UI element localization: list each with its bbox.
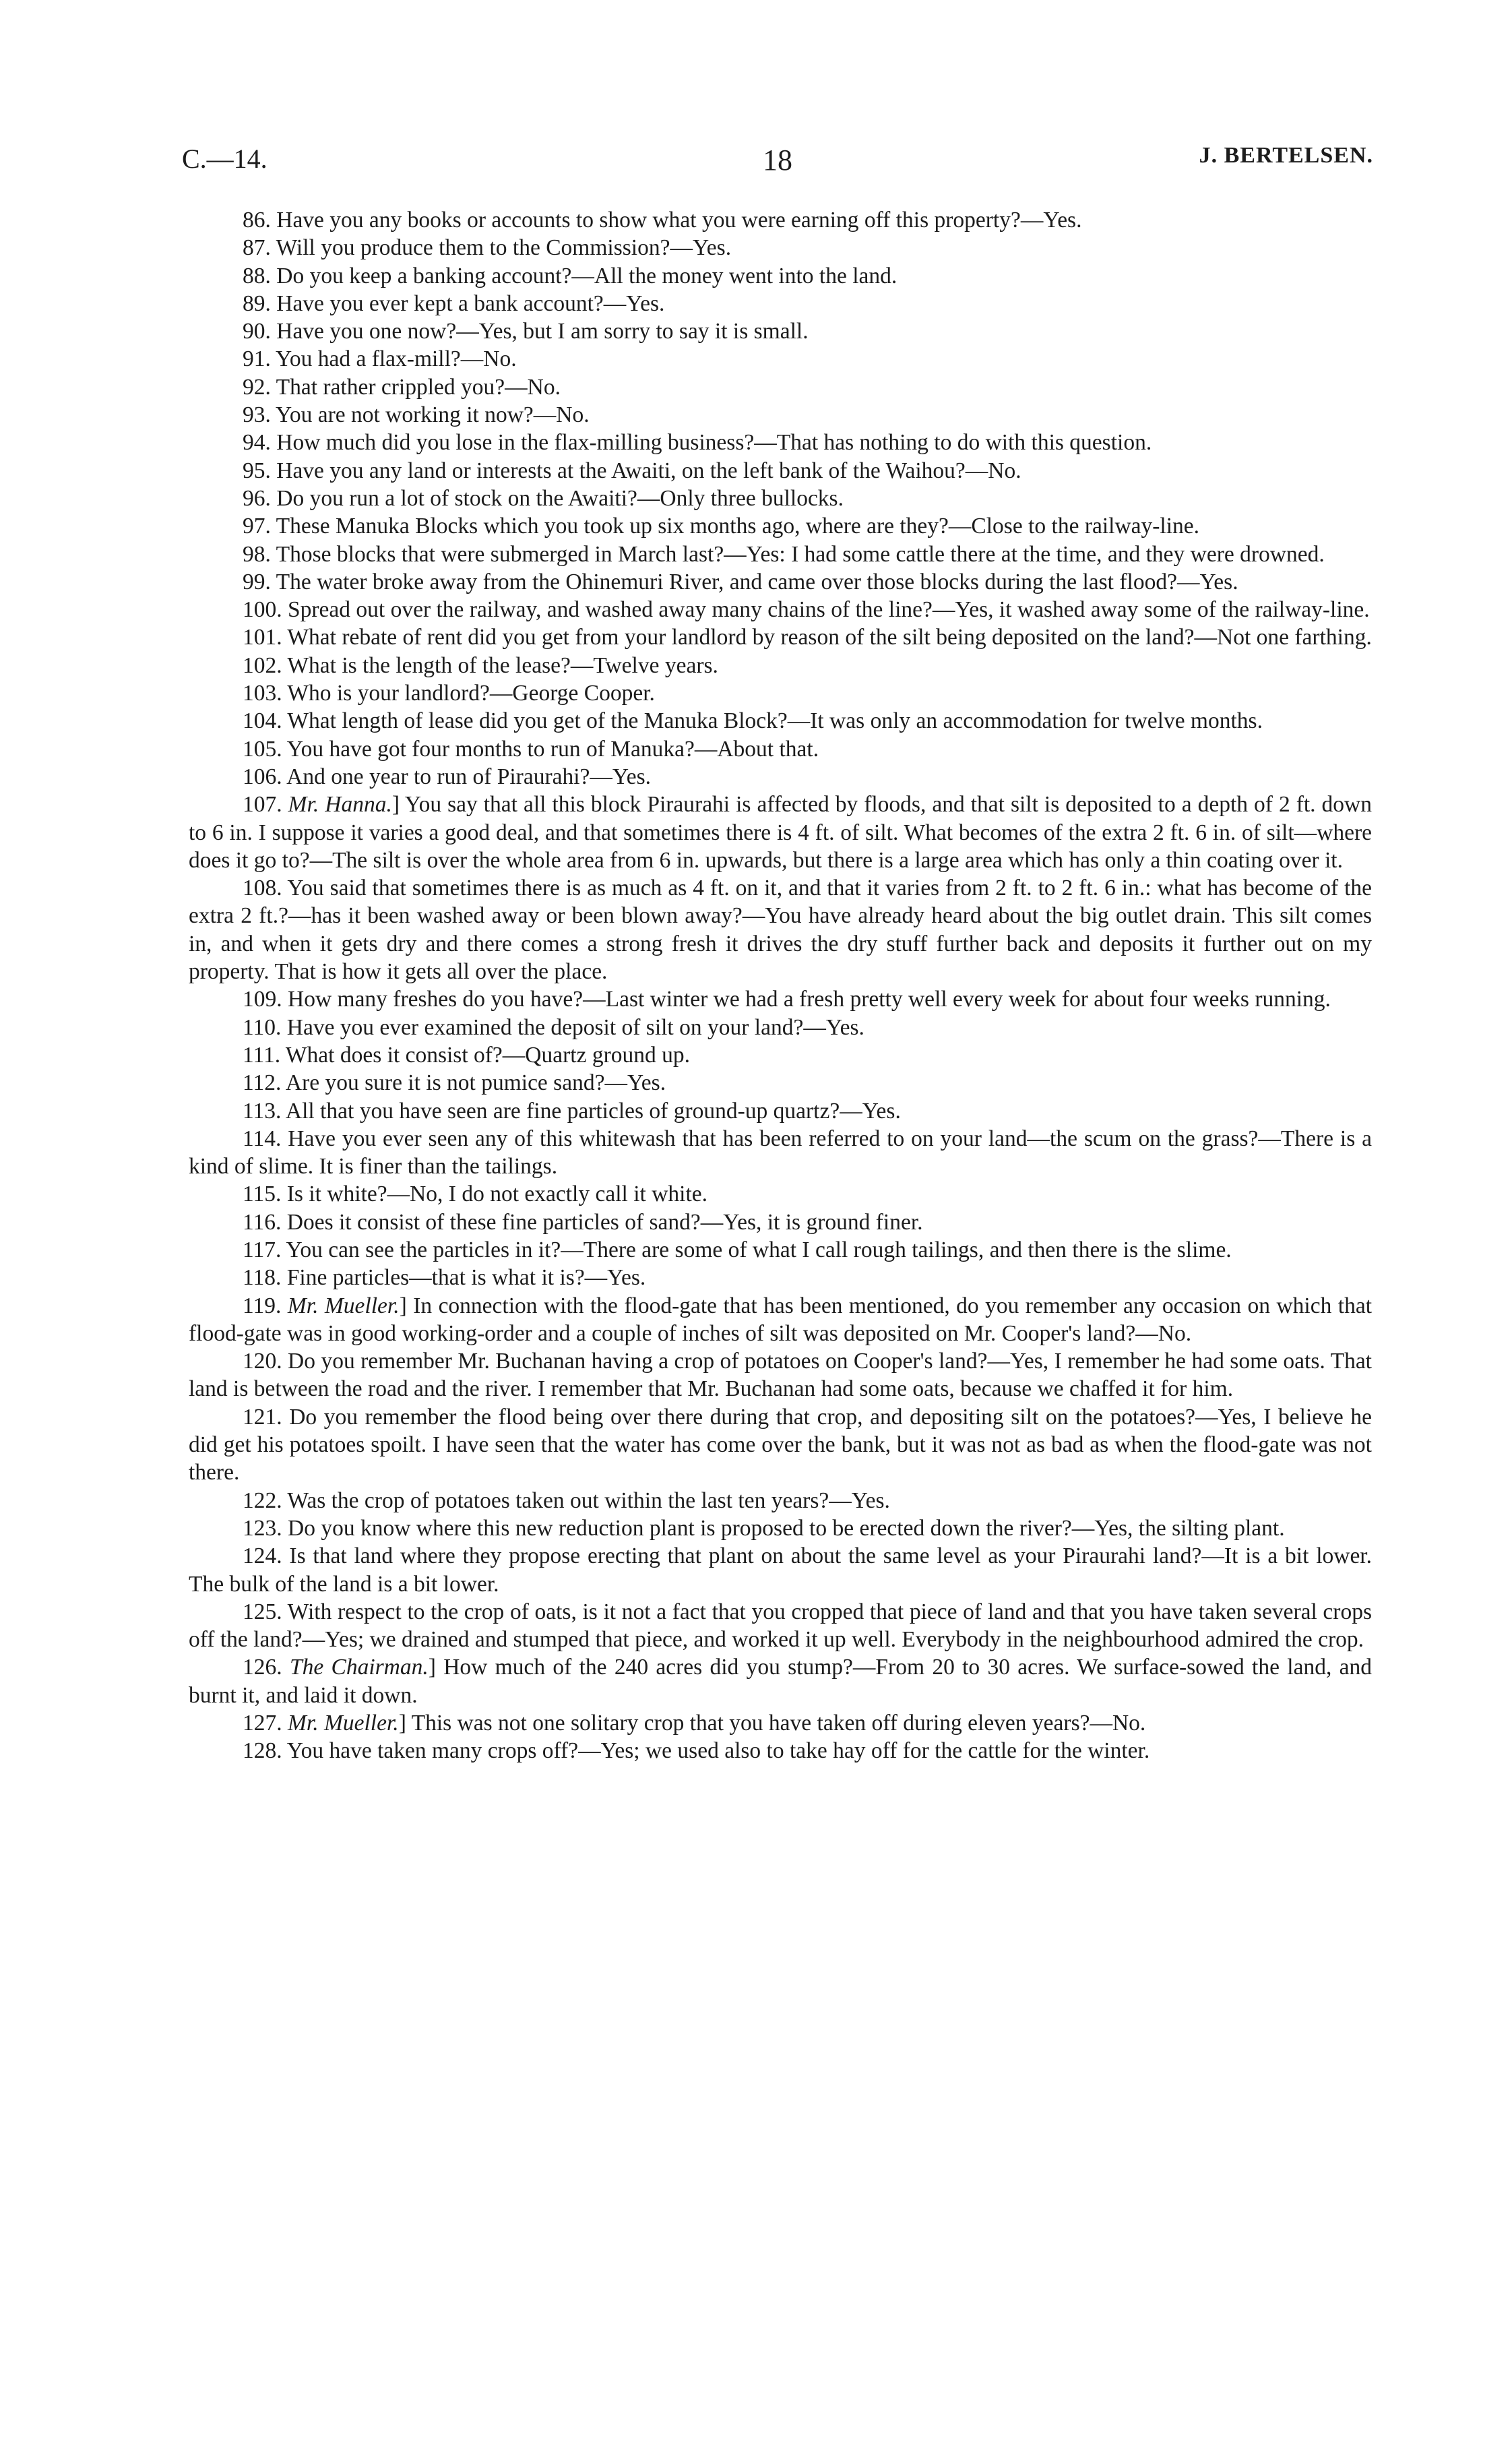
qa-paragraph [189, 1403, 1372, 1487]
witness-name: J. BERTELSEN. [1199, 143, 1373, 168]
qa-text: 99. The water broke away from the Ohinemuri River, and came over those blocks during the last flood?—Yes. [243, 569, 1238, 594]
qa-text: 124. Is that land where they propose erecting that plant on about the same level as your Piraurahi land?—It is a bit lower. The bulk of the land is a bit lower. [189, 1543, 1372, 1597]
qa-paragraph [189, 541, 1372, 568]
qa-text: 89. Have you ever kept a bank account?—Yes. [243, 290, 665, 316]
qa-paragraph [189, 1292, 1372, 1348]
question-number: 127. [243, 1711, 288, 1736]
qa-paragraph [189, 1347, 1372, 1403]
qa-paragraph [189, 791, 1372, 874]
qa-paragraph [189, 512, 1372, 540]
qa-paragraph [189, 485, 1372, 512]
qa-text: 90. Have you one now?—Yes, but I am sorry to say it is small. [243, 319, 809, 344]
speaker-name: Mr. Hanna. [288, 792, 392, 818]
qa-paragraph [189, 345, 1372, 373]
qa-paragraph [189, 1208, 1372, 1236]
page-number: 18 [763, 144, 792, 177]
speaker-name: The Chairman. [289, 1655, 429, 1680]
qa-text: ] You say that all this block Piraurahi is affected by floods, and that silt is deposited to a depth of 2 ft. down to 6 in. I suppose it varies a good deal, and that sometimes there is 4 ft. of silt. What becomes of the extra 2 ft. 6 in. of silt—where does it go to?—The silt is over the whole area from 6 in. upwards, but there is a large area which has only a thin coating over it. [189, 792, 1372, 873]
qa-text: 101. What rebate of rent did you get from your landlord by reason of the silt being deposited on the land?—Not one farthing. [243, 625, 1372, 650]
qa-paragraph [189, 317, 1372, 345]
question-number: 126. [243, 1655, 290, 1680]
qa-text: 87. Will you produce them to the Commission?—Yes. [243, 235, 732, 261]
qa-text: 108. You said that sometimes there is as much as 4 ft. on it, and that it varies from 2 ft. to 2 ft. 6 in.: what has become of the extra 2 ft.?—has it been washed away or been blown away?—You have already heard about the big outlet drain. This silt comes in, and when it gets dry and there comes a strong fresh it drives the dry stuff further back and deposits it further out on my property. That is how it gets all over the place. [189, 876, 1372, 985]
qa-text: 95. Have you any land or interests at the Awaiti, on the left bank of the Waihou?—No. [243, 458, 1021, 483]
qa-text: ] This was not one solitary crop that you have taken off during eleven years?—No. [398, 1711, 1146, 1736]
question-number: 119. [243, 1293, 288, 1318]
qa-text: 120. Do you remember Mr. Buchanan having a crop of potatoes on Cooper's land?—Yes, I remember he had some oats. That land is between the road and the river. I remember that Mr. Buchanan had some oats, because we chaffed it for him. [189, 1349, 1372, 1402]
qa-paragraph [189, 1737, 1372, 1765]
qa-text: 111. What does it consist of?—Quartz ground up. [243, 1042, 690, 1068]
qa-paragraph [189, 1069, 1372, 1097]
question-number: 107. [243, 792, 288, 818]
qa-paragraph [189, 1653, 1372, 1709]
qa-paragraph [189, 596, 1372, 623]
qa-paragraph [189, 763, 1372, 791]
qa-text: ] How much of the 240 acres did you stump?—From 20 to 30 acres. We surface-sowed the land, and burnt it, and laid it down. [189, 1655, 1372, 1708]
qa-paragraph [189, 1236, 1372, 1264]
qa-text: 104. What length of lease did you get of the Manuka Block?—It was only an accommodation for twelve months. [243, 708, 1263, 734]
qa-text: 121. Do you remember the flood being over there during that crop, and depositing silt on the potatoes?—Yes, I believe he did get his potatoes spoilt. I have seen that the water has come over the bank, but it was not as bad as when the flood-gate was not there. [189, 1404, 1372, 1485]
qa-paragraph [189, 568, 1372, 596]
qa-paragraph [189, 1542, 1372, 1598]
qa-paragraph [189, 1487, 1372, 1514]
qa-text: 122. Was the crop of potatoes taken out within the last ten years?—Yes. [243, 1488, 890, 1513]
qa-paragraph [189, 1264, 1372, 1291]
qa-paragraph [189, 735, 1372, 763]
qa-paragraph [189, 1097, 1372, 1125]
qa-paragraph [189, 290, 1372, 317]
qa-text: 125. With respect to the crop of oats, is it not a fact that you cropped that piece of land and that you have taken several crops off the land?—Yes; we drained and stumped that piece, and worked it up well. Everybody in the neighbourhood admired the crop. [189, 1599, 1372, 1653]
qa-text: 105. You have got four months to run of Manuka?—About that. [243, 736, 819, 762]
qa-text: 110. Have you ever examined the deposit of silt on your land?—Yes. [243, 1014, 864, 1040]
qa-paragraph [189, 1180, 1372, 1208]
qa-paragraph [189, 874, 1372, 985]
qa-text: 98. Those blocks that were submerged in March last?—Yes: I had some cattle there at the time, and they were drowned. [243, 541, 1325, 567]
qa-paragraph [189, 1041, 1372, 1069]
qa-text: 128. You have taken many crops off?—Yes; we used also to take hay off for the cattle for the winter. [243, 1738, 1150, 1764]
qa-paragraph [189, 1514, 1372, 1542]
qa-text: 93. You are not working it now?—No. [243, 402, 590, 428]
qa-paragraph [189, 206, 1372, 234]
qa-text: 91. You had a flax-mill?—No. [243, 346, 517, 372]
qa-paragraph [189, 234, 1372, 262]
qa-paragraph [189, 707, 1372, 735]
qa-text: 94. How much did you lose in the flax-milling business?—That has nothing to do with this question. [243, 430, 1152, 456]
qa-paragraph [189, 1014, 1372, 1041]
qa-paragraph [189, 652, 1372, 679]
qa-text: ] In connection with the flood-gate that has been mentioned, do you remember any occasion on which that flood-gate was in good working-order and a couple of inches of silt was deposited on Mr. Cooper's land?—No. [189, 1293, 1372, 1346]
qa-text: 117. You can see the particles in it?—There are some of what I call rough tailings, and then there is the slime. [243, 1237, 1232, 1262]
qa-text: 86. Have you any books or accounts to show what you were earning off this property?—Yes. [243, 208, 1082, 233]
qa-text: 112. Are you sure it is not pumice sand?—Yes. [243, 1070, 666, 1096]
qa-paragraph [189, 985, 1372, 1013]
qa-paragraph [189, 373, 1372, 401]
qa-paragraph [189, 1598, 1372, 1654]
qa-paragraph [189, 623, 1372, 651]
qa-paragraph [189, 457, 1372, 485]
qa-text: 102. What is the length of the lease?—Twelve years. [243, 652, 718, 678]
qa-text: 123. Do you know where this new reduction plant is proposed to be erected down the river?—Yes, the silting plant. [243, 1515, 1285, 1541]
qa-text: 115. Is it white?—No, I do not exactly call it white. [243, 1182, 708, 1207]
qa-paragraph [189, 679, 1372, 707]
qa-paragraph [189, 429, 1372, 456]
qa-text: 92. That rather crippled you?—No. [243, 374, 561, 400]
qa-paragraph [189, 1125, 1372, 1181]
qa-text: 100. Spread out over the railway, and washed away many chains of the line?—Yes, it washed away some of the railway-line. [243, 597, 1370, 623]
document-reference: C.—14. [182, 144, 267, 174]
qa-text: 109. How many freshes do you have?—Last winter we had a fresh pretty well every week for about four weeks running. [243, 987, 1331, 1012]
speaker-name: Mr. Mueller. [287, 1293, 400, 1318]
qa-paragraph [189, 401, 1372, 429]
qa-paragraph [189, 262, 1372, 290]
qa-text: 116. Does it consist of these fine particles of sand?—Yes, it is ground finer. [243, 1209, 923, 1235]
qa-text: 103. Who is your landlord?—George Cooper. [243, 681, 655, 706]
qa-text: 88. Do you keep a banking account?—All the money went into the land. [243, 263, 897, 288]
speaker-name: Mr. Mueller. [288, 1711, 399, 1736]
qa-text: 114. Have you ever seen any of this whitewash that has been referred to on your land—the scum on the grass?—There is a kind of slime. It is finer than the tailings. [189, 1126, 1372, 1179]
qa-text: 96. Do you run a lot of stock on the Awaiti?—Only three bullocks. [243, 485, 844, 511]
page-header [182, 143, 1373, 183]
qa-text: 118. Fine particles—that is what it is?—Yes. [243, 1265, 646, 1291]
testimony-body [189, 206, 1372, 1765]
qa-text: 113. All that you have seen are fine particles of ground-up quartz?—Yes. [243, 1098, 901, 1124]
qa-paragraph [189, 1709, 1372, 1737]
qa-text: 97. These Manuka Blocks which you took up six months ago, where are they?—Close to the railway-line. [243, 514, 1200, 539]
qa-text: 106. And one year to run of Piraurahi?—Yes. [243, 764, 652, 789]
